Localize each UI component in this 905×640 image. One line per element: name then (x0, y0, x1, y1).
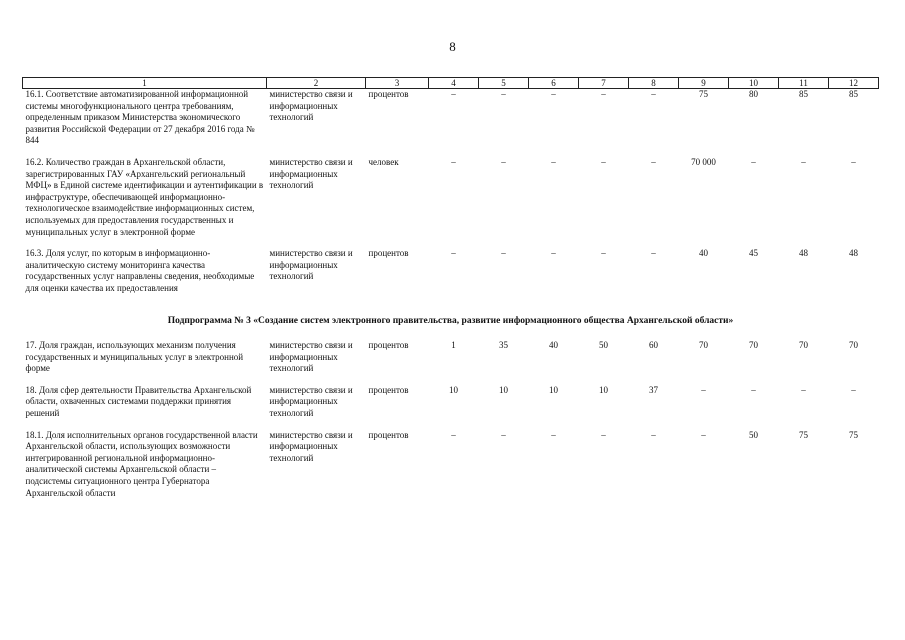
indicator-value: – (451, 156, 456, 167)
indicator-value: – (501, 156, 506, 167)
indicator-value: – (651, 248, 656, 259)
indicator-row (23, 157, 879, 248)
indicator-value: – (801, 156, 806, 167)
indicator-value: – (701, 429, 706, 440)
responsible-body: министерство связи и информационных технологий (269, 429, 353, 463)
indicator-value: 37 (649, 384, 658, 395)
indicator-value: 70 (799, 340, 808, 351)
unit-of-measure: процентов (368, 384, 409, 395)
indicator-value: – (551, 89, 556, 99)
column-number-cell: 3 (366, 78, 429, 89)
indicator-value: 1 (451, 340, 456, 351)
indicator-value: 10 (499, 384, 508, 395)
indicator-value: 75 (699, 89, 708, 99)
indicator-value: – (701, 384, 706, 395)
indicator-value: – (651, 89, 656, 99)
page-number: 8 (449, 39, 456, 54)
indicator-value: 60 (649, 340, 658, 351)
indicator-value: – (601, 89, 606, 99)
indicator-value: 70 (749, 340, 758, 351)
indicator-value: 50 (749, 429, 758, 440)
indicator-value: – (501, 429, 506, 440)
indicator-name: 18. Доля сфер деятельности Правительства Архангельской области, охваченных системами поддержки принятия решений (25, 384, 252, 419)
indicator-value: – (751, 156, 756, 167)
indicator-value: 45 (749, 248, 758, 259)
indicator-value: – (551, 156, 556, 167)
indicator-value: 10 (599, 384, 608, 395)
column-number-cell: 5 (479, 78, 529, 89)
unit-of-measure: процентов (368, 429, 409, 440)
indicator-value: – (501, 248, 506, 259)
indicator-name: 16.1. Соответствие автоматизированной информационной системы многофункционального центра требованиям, определенным приказом Министерства экономического развития Российской Федерации от 27 декабря 2016 года № 844 (25, 89, 255, 146)
indicator-value: 85 (849, 89, 858, 99)
indicator-value: 70 (699, 340, 708, 351)
indicator-name: 18.1. Доля исполнительных органов государственной власти Архангельской области, использующих возможности интегрированной региональной информационно-аналитической системы Архангельской области – подсистемы ситуационного центра Губернатора Архангельской области (25, 429, 258, 498)
subprogram-row (23, 305, 879, 341)
indicator-value: 48 (849, 248, 858, 259)
indicator-row (23, 89, 879, 157)
column-number-row (23, 78, 879, 89)
column-number-cell: 2 (267, 78, 366, 89)
indicator-value: 10 (449, 384, 458, 395)
responsible-body: министерство связи и информационных технологий (269, 248, 353, 282)
responsible-body: министерство связи и информационных технологий (269, 156, 353, 191)
indicator-value: – (551, 248, 556, 259)
indicator-value: 40 (699, 248, 708, 259)
responsible-body: министерство связи и информационных технологий (269, 89, 353, 123)
indicator-value: 40 (549, 340, 558, 351)
indicator-value: 48 (799, 248, 808, 259)
unit-of-measure: процентов (368, 248, 409, 259)
indicator-value: 75 (849, 429, 858, 440)
indicator-name: 16.3. Доля услуг, по которым в информационно-аналитическую систему мониторинга качества государственных услуг направлены сведения, необходимые для оценки качества их предоставления (25, 248, 255, 293)
responsible-body: министерство связи и информационных технологий (269, 384, 353, 419)
subprogram-heading: Подпрограмма № 3 «Создание систем электронного правительства, развитие информационного общества Архангельской области» (167, 315, 734, 326)
unit-of-measure: процентов (368, 89, 409, 99)
indicator-row (23, 248, 879, 304)
unit-of-measure: процентов (368, 340, 409, 351)
indicator-value: – (751, 384, 756, 395)
indicator-value: – (551, 429, 556, 440)
indicators-table (22, 77, 879, 509)
unit-of-measure: человек (368, 156, 399, 167)
indicator-value: – (451, 89, 456, 99)
indicator-value: 70 000 (691, 156, 716, 167)
indicator-value: – (801, 384, 806, 395)
responsible-body: министерство связи и информационных технологий (269, 340, 353, 374)
indicator-value: – (451, 248, 456, 259)
column-number-cell: 4 (429, 78, 479, 89)
indicator-value: – (651, 429, 656, 440)
column-number-cell: 1 (23, 78, 267, 89)
indicator-row (23, 430, 879, 510)
indicator-value: 80 (749, 89, 758, 99)
indicator-value: 85 (799, 89, 808, 99)
indicator-value: – (501, 89, 506, 99)
indicator-value: 10 (549, 384, 558, 395)
indicator-value: – (851, 156, 856, 167)
indicator-value: – (651, 156, 656, 167)
indicator-value: – (601, 156, 606, 167)
indicator-value: 50 (599, 340, 608, 351)
indicator-value: – (851, 384, 856, 395)
indicator-value: 35 (499, 340, 508, 351)
indicator-value: – (601, 248, 606, 259)
column-number-cell: 12 (829, 78, 879, 89)
column-number-cell: 6 (529, 78, 579, 89)
column-number-cell: 10 (729, 78, 779, 89)
indicator-row (23, 385, 879, 430)
indicator-value: – (601, 429, 606, 440)
indicator-name: 17. Доля граждан, использующих механизм получения государственных и муниципальных услуг в электронной форме (25, 340, 244, 374)
column-number-cell: 8 (629, 78, 679, 89)
indicator-name: 16.2. Количество граждан в Архангельской области, зарегистрированных ГАУ «Архангельский региональный МФЦ» в Единой системе идентификации и аутентификации в инфраструктуре, обеспечивающей информационно-технологическое взаимодействие информационных систем, используемых для предоставления государственных и муниципальных услуг в электронной форме (25, 156, 264, 237)
indicator-value: 70 (849, 340, 858, 351)
column-number-cell: 9 (679, 78, 729, 89)
indicator-value: – (451, 429, 456, 440)
column-number-cell: 7 (579, 78, 629, 89)
indicator-value: 75 (799, 429, 808, 440)
indicator-row (23, 340, 879, 385)
column-number-cell: 11 (779, 78, 829, 89)
